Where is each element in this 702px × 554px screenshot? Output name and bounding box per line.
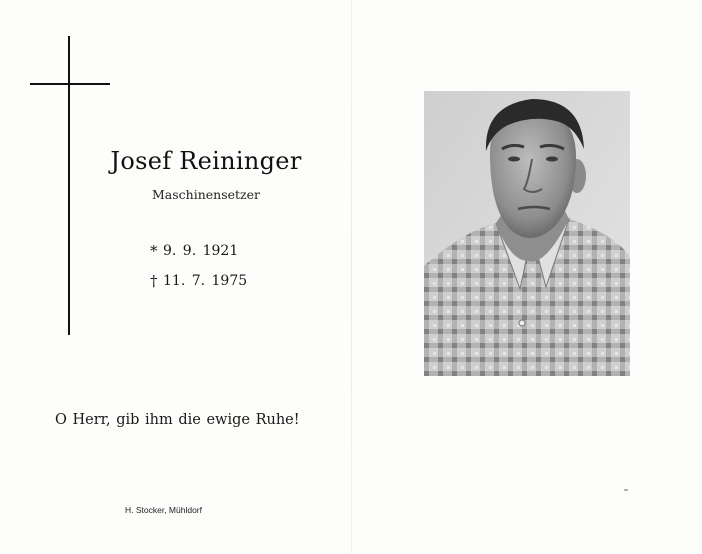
cross-horizontal-bar xyxy=(30,83,110,85)
life-dates xyxy=(150,236,247,296)
birth-date-row xyxy=(150,236,247,266)
death-date-row xyxy=(150,266,247,296)
birth-date: 9. 9. 1921 xyxy=(163,243,239,259)
deceased-name: Josef Reininger xyxy=(110,147,302,175)
death-dagger-icon: † xyxy=(150,272,158,290)
prayer-line: O Herr, gib ihm die ewige Ruhe! xyxy=(55,412,300,428)
portrait-illustration xyxy=(424,91,630,376)
cross-icon xyxy=(30,36,110,336)
deceased-occupation: Maschinensetzer xyxy=(151,187,260,202)
cross-vertical-bar xyxy=(68,36,70,335)
paper-speck xyxy=(624,489,628,491)
birth-star-icon: * xyxy=(150,242,158,260)
card-fold-line xyxy=(351,0,352,554)
portrait-photo xyxy=(424,91,630,376)
death-date: 11. 7. 1975 xyxy=(163,273,248,289)
printer-imprint: H. Stocker, Mühldorf xyxy=(125,505,203,515)
